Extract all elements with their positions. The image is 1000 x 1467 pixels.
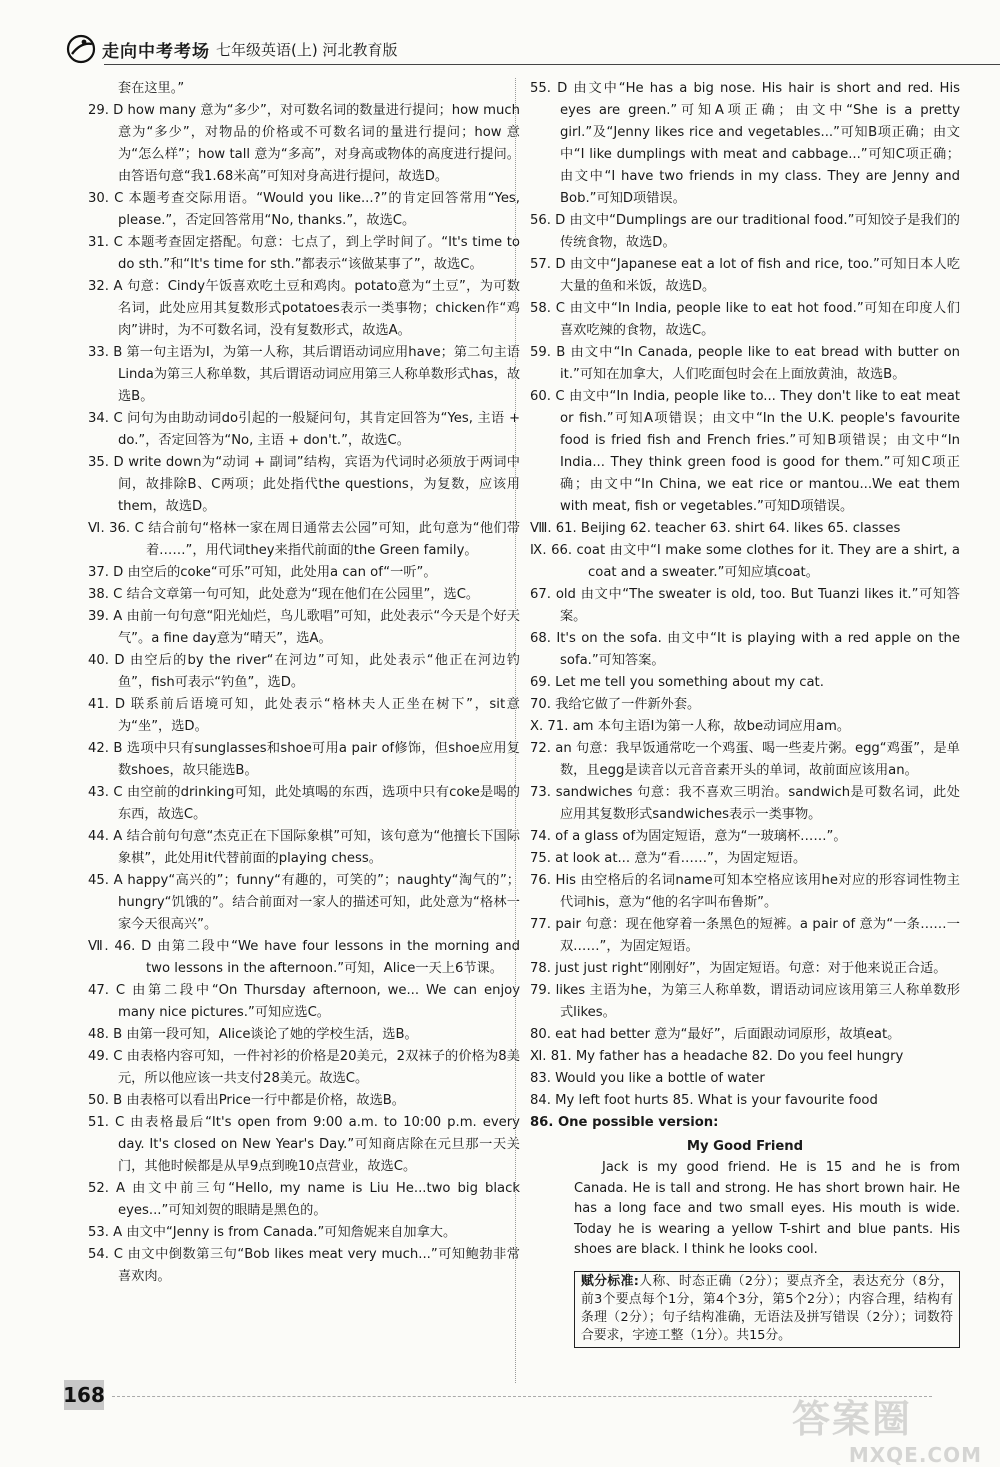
answer-item: 49. C 由表格内容可知，一件衬衫的价格是20美元，2双袜子的价格为8美元，所以他应该一共支付28美元。故选C。 [88,1049,520,1086]
answer-item: 37. D 由空后的coke“可乐”可知，此处用a can of“一听”。 [88,565,437,580]
answer-item: 69. Let me tell you something about my cat. [530,675,824,690]
answer-item: 42. B 选项中只有sunglasses和shoe可用a pair of修饰，但shoe应用复数shoes，故只能选B。 [88,741,520,778]
answer-item: 50. B 由表格可以看出Price一行中都是价格，故选B。 [88,1093,405,1108]
answer-item: 47. C 由第二段中“On Thursday afternoon, we... We can enjoy many nice pictures.”可知应选C。 [88,983,520,1020]
answer-item: Ⅵ. 36. C 结合前句“格林一家在周日通常去公园”可知，此句意为“他们带着……”，用代词they来指代前面的the Green family。 [88,521,520,558]
answer-item: 59. B 由文中“In Canada, people like to eat bread with butter on it.”可知在加拿大，人们吃面包时会在上面放黄油，故选B。 [530,345,960,382]
answer-item: 30. C 本题考查交际用语。“Would you like...?”的肯定回答常用“Yes, please.”，否定回答常用“No, thanks.”，故选C。 [88,191,520,228]
answer-item: 58. C 由文中“In India, people like to eat hot food.”可知在印度人们喜欢吃辣的食物，故选C。 [530,301,960,338]
right-column [530,78,960,1348]
answer-item: 77. pair 句意：现在他穿着一条黑色的短裤。a pair of 意为“一条……一双……”，为固定短语。 [530,917,960,954]
answer-item: 72. an 句意：我早饭通常吃一个鸡蛋、喝一些麦片粥。egg“鸡蛋”，是单数，且egg是读音以元音音素开头的单词，故前面应该用an。 [530,741,960,778]
answer-item: 35. D write down为“动词 + 副词”结构，宾语为代词时必须放于两词中间，故排除B、C两项；此处指代the questions，为复数，应该用them，故选D。 [88,455,520,514]
answer-item: 48. B 由第一段可知，Alice谈论了她的学校生活，选B。 [88,1027,418,1042]
answer-item: Ⅹ. 71. am 本句主语I为第一人称，故be动词应用am。 [530,719,851,734]
answer-item: 38. C 结合文章第一句可知，此处意为“现在他们在公园里”，选C。 [88,587,480,602]
book-subtitle: 七年级英语(上) 河北教育版 [216,40,398,59]
scoring-criteria [574,1271,960,1348]
answer-item: 57. D 由文中“Japanese eat a lot of fish and rice, too.”可知日本人吃大量的鱼和米饭，故选D。 [530,257,960,294]
answer-item: 51. C 由表格最后“It's open from 9:00 a.m. to 10:00 p.m. every day. It's closed on New Year's Day.”可知商店除在元旦那一天关门，其他时候都是从早9点到晚10点营业，故选C。 [88,1115,520,1174]
answer-item: Ⅶ. 46. D 由第二段中“We have four lessons in the morning and two lessons in the afternoon.”可知，Alice一天上6节课。 [88,939,520,976]
answer-item: 76. His 由空格后的名词name可知本空格应该用he对应的形容词性物主代词his，意为“他的名字叫布鲁斯”。 [530,873,960,910]
watermark-en: MXQE.COM [848,1443,982,1467]
answer-item: 34. C 问句为由助动词do引起的一般疑问句，其肯定回答为“Yes, 主语 + do.”，否定回答为“No, 主语 + don't.”，故选C。 [88,411,520,448]
answer-item: 53. A 由文中“Jenny is from Canada.”可知詹妮来自加拿大。 [88,1225,457,1240]
answer-item: 32. A 句意：Cindy午饭喜欢吃土豆和鸡肉。potato意为“土豆”，为可数名词，此处应用其复数形式potatoes表示一类事物；chicken作“鸡肉”讲时，为不可数名词，没有复数形式，故选A。 [88,279,520,338]
answer-item: 70. 我给它做了一件新外套。 [530,697,701,712]
watermark-logo [792,1388,982,1467]
answer-item: 56. D 由文中“Dumplings are our traditional food.”可知饺子是我们的传统食物，故选D。 [530,213,960,250]
answer-item: 套在这里。” [118,81,185,96]
answer-item: 73. sandwiches 句意：我不喜欢三明治。sandwich是可数名词，此处应用其复数形式sandwiches表示一类事物。 [530,785,960,822]
answer-item: 54. C 由文中倒数第三句“Bob likes meat very much...”可知鲍勃非常喜欢肉。 [88,1247,520,1284]
column-divider [515,78,516,1383]
answer-item: 33. B 第一句主语为I，为第一人称，其后谓语动词应用have；第二句主语Linda为第三人称单数，其后谓语动词应用第三人称单数形式has，故选B。 [88,345,521,404]
answer-item: 40. D 由空后的by the river“在河边”可知，此处表示“他正在河边钓鱼”，fish可表示“钓鱼”，选D。 [88,653,520,690]
answer-item: 83. Would you like a bottle of water [530,1071,765,1086]
answer-item: 60. C 由文中“In India, people like to... They don't like to eat meat or fish.”可知A项错误；由文中“In the U.K. people's favourite food is fried fish and French fries.”可知B项错误；由文中“In India... They think green food is good for them.”可知C项正确；由文中“In China, we eat rice or mantou...We eat them with meat, fish or vegetables.”可知D项错误。 [530,389,960,514]
answer-item: 41. D 联系前后语境可知，此处表示“格林夫人正坐在树下”，sit意为“坐”，选D。 [88,697,520,734]
answer-item: Ⅸ. 66. coat 由文中“I make some clothes for it. They are a shirt, a coat and a sweater.”可知应填coat。 [530,543,960,580]
essay-body: Jack is my good friend. He is 15 and he is from Canada. He is tall and strong. He has short brown hair. He has a long face and two small eyes. His mouth is wide. Today he is wearing a yellow T-shirt and blue pants. His shoes are black. I think he looks cool. [574,1160,960,1257]
answer-item: 29. D how many 意为“多少”，对可数名词的数量进行提问；how much 意为“多少”，对物品的价格或不可数名词的量进行提问；how 意为“怎么样”；how tall 意为“多高”，对身高或物体的高度进行提问。由答语句意“我1.68米高”可知对身高进行提问，故选D。 [88,103,520,184]
answer-item: 43. C 由空前的drinking可知，此处填喝的东西，选项中只有coke是喝的东西，故选C。 [88,785,520,822]
header-rule [104,64,1000,65]
answer-item: 55. D 由文中“He has a big nose. His hair is short and red. His eyes are green.”可知A项正确；由文中“She is a pretty girl.”及“Jenny likes rice and vegetables...”可知B项正确；由文中“I like dumplings with meat and cabbage...”可知C项正确；由文中“I have two friends in my class. They are Jenny and Bob.”可知D项错误。 [530,81,960,206]
answer-item: 68. It's on the sofa. 由文中“It is playing with a red apple on the sofa.”可知答案。 [530,631,960,668]
answer-item: 44. A 结合前句句意“杰克正在下国际象棋”可知，该句意为“他擅长下国际象棋”，此处用it代替前面的playing chess。 [88,829,520,866]
answer-item: Ⅷ. 61. Beijing 62. teacher 63. shirt 64. likes 65. classes [530,521,901,536]
essay-title: My Good Friend [686,1139,804,1154]
answer-item: 31. C 本题考查固定搭配。句意：七点了，到上学时间了。“It's time to do sth.”和“It's time for sth.”都表示“该做某事了”，故选C。 [88,235,520,272]
essay-lead: 86. One possible version: [530,1115,719,1130]
runner-swoosh-icon [66,34,96,64]
answer-item: 45. A happy“高兴的”；funny“有趣的，可笑的”；naughty“淘气的”；hungry“饥饿的”。结合前面对一家人的描述可知，此处意为“格林一家今天很高兴”。 [88,873,520,932]
answer-item: 79. likes 主语为he，为第三人称单数，谓语动词应该用第三人称单数形式likes。 [530,983,960,1020]
series-brand: 走向中考考场 [102,41,210,62]
answer-item: 74. of a glass of为固定短语，意为“一玻璃杯……”。 [530,829,847,844]
answer-item: 67. old 由文中“The sweater is old, too. But Tuanzi likes it.”可知答案。 [530,587,960,624]
page-header [66,34,397,64]
answer-item: Ⅺ. 81. My father has a headache 82. Do you feel hungry [530,1049,904,1064]
answer-item: 52. A 由文中前三句“Hello, my name is Liu He...two big black eyes...”可知刘贺的眼睛是黑色的。 [88,1181,520,1218]
answer-item: 84. My left foot hurts 85. What is your favourite food [530,1093,878,1108]
page-number: 168 [64,1380,104,1410]
answer-item: 80. eat had better 意为“最好”，后面跟动词原形，故填eat。 [530,1027,901,1042]
answer-item: 75. at look at... 意为“看……”，为固定短语。 [530,851,807,866]
left-column [88,78,520,1288]
scoring-label: 赋分标准: [581,1273,639,1289]
answer-item: 78. just just right“刚刚好”，为固定短语。句意：对于他来说正合适。 [530,961,947,976]
watermark-cn: 答案圈 [792,1397,913,1441]
answer-item: 39. A 由前一句句意“阳光灿烂，鸟儿歌唱”可知，此处表示“今天是个好天气”。a fine day意为“晴天”，选A。 [88,609,520,646]
scoring-text: 人称、时态正确（2分）；要点齐全，表达充分（8分，前3个要点每个1分，第4个3分，第5个2分）；内容合理，结构有条理（2分）；句子结构准确，无语法及拼写错误（2分）；词数符合要求，字迹工整（1分）。共15分。 [581,1273,953,1343]
